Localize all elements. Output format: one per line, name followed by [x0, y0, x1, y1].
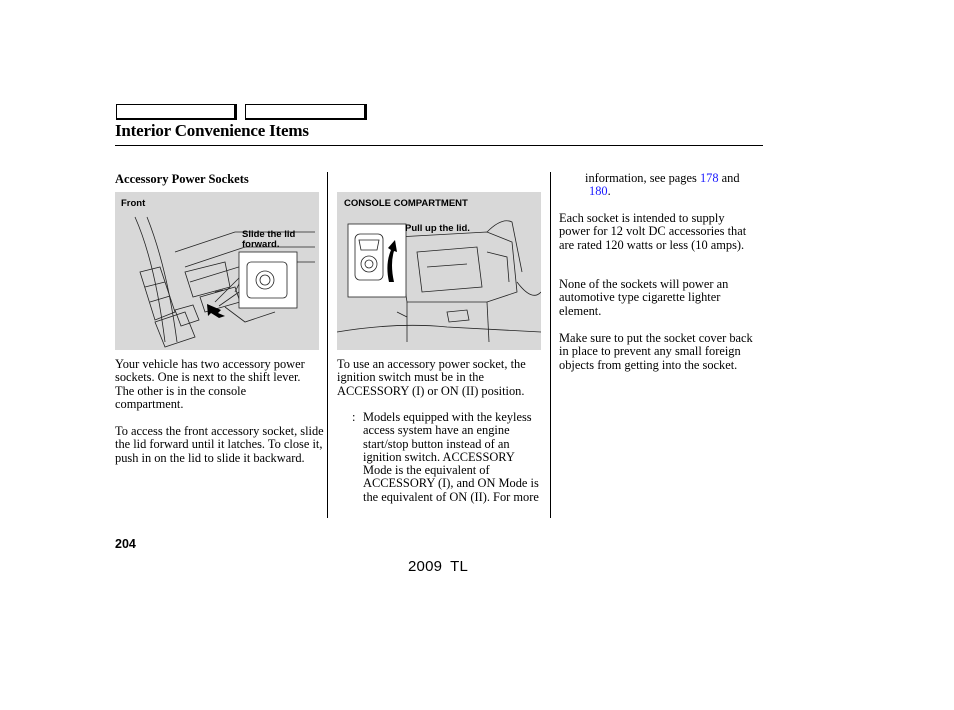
right-paragraph-3: Make sure to put the socket cover back in place to prevent any small foreign objects from getting into the socket. [559, 331, 753, 372]
slide-lid-callout: Slide the lid forward. [242, 229, 296, 250]
page-title: Interior Convenience Items [115, 121, 309, 140]
front-socket-illustration [115, 192, 319, 350]
title-rule [115, 145, 763, 146]
right-paragraph-2: None of the sockets will power an automotive type cigarette lighter element. [559, 277, 729, 318]
section-heading: Accessory Power Sockets [115, 172, 249, 186]
console-socket-illustration [337, 192, 541, 350]
continued-text [585, 172, 765, 199]
page-link-180[interactable]: 180 [589, 184, 608, 199]
console-compartment-label: CONSOLE COMPARTMENT [344, 198, 468, 209]
and-text: and [721, 171, 740, 185]
front-label: Front [121, 198, 146, 209]
column-divider-1 [327, 172, 328, 518]
continued-information: information, see pages [585, 171, 697, 185]
left-paragraph-2: To access the front accessory socket, slide the lid forward until it latches. To close it, push in on the lid to slide it backward. [115, 424, 324, 465]
note-marker: : [352, 410, 356, 424]
header-tab-2 [245, 104, 367, 120]
middle-paragraph-1: To use an accessory power socket, the ignition switch must be in the ACCESSORY (I) or ON (II) position. [337, 357, 526, 398]
left-paragraph-1: Your vehicle has two accessory power sockets. One is next to the shift lever. The other is in the console compartment. [115, 357, 305, 411]
model-year: 2009 [408, 558, 443, 575]
model-name: TL [450, 558, 469, 575]
page-link-178[interactable]: 178 [699, 171, 719, 185]
model-footer [408, 558, 468, 575]
pull-lid-callout: Pull up the lid. [405, 223, 470, 234]
header-tab-1 [116, 104, 237, 120]
right-paragraph-1: Each socket is intended to supply power for 12 volt DC accessories that are rated 120 watts or less (10 amps). [559, 211, 747, 252]
column-divider-2 [550, 172, 551, 518]
period: . [607, 184, 611, 199]
front-socket-figure [115, 192, 319, 350]
keyless-access-note: Models equipped with the keyless access system have an engine start/stop button instead of an ignition switch. ACCESSORY Mode is the equivalent of ACCESSORY (I), and ON Mode is the equivalent of ON (II). For more [363, 410, 539, 504]
console-socket-figure [337, 192, 541, 350]
page-number: 204 [115, 537, 136, 551]
